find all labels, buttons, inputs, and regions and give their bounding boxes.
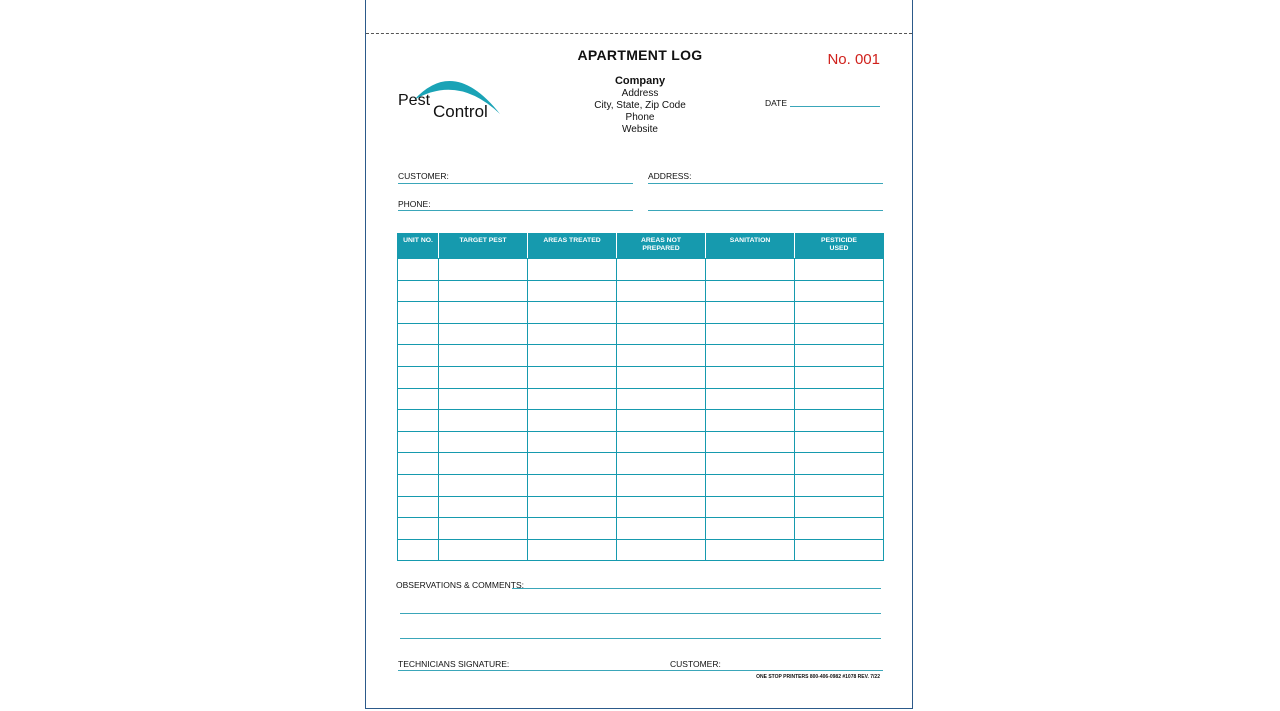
table-cell[interactable] <box>439 323 528 345</box>
table-cell[interactable] <box>528 259 617 281</box>
table-cell[interactable] <box>528 388 617 410</box>
table-body <box>398 259 884 561</box>
table-cell[interactable] <box>439 302 528 324</box>
table-row <box>398 280 884 302</box>
table-cell[interactable] <box>617 496 706 518</box>
table-cell[interactable] <box>706 388 795 410</box>
table-cell[interactable] <box>439 280 528 302</box>
observations-label: OBSERVATIONS & COMMENTS: <box>396 580 524 590</box>
table-cell[interactable] <box>617 431 706 453</box>
company-city-line: City, State, Zip Code <box>594 100 686 111</box>
table-row <box>398 259 884 281</box>
table-row <box>398 410 884 432</box>
signature-line[interactable] <box>398 670 883 671</box>
table-cell[interactable] <box>617 345 706 367</box>
table-cell[interactable] <box>795 496 884 518</box>
table-cell[interactable] <box>398 539 439 561</box>
table-cell[interactable] <box>439 345 528 367</box>
table-cell[interactable] <box>528 410 617 432</box>
table-cell[interactable] <box>439 474 528 496</box>
table-cell[interactable] <box>528 302 617 324</box>
table-cell[interactable] <box>706 453 795 475</box>
apartment-log-table <box>397 233 884 561</box>
table-cell[interactable] <box>706 474 795 496</box>
table-cell[interactable] <box>528 539 617 561</box>
table-cell[interactable] <box>795 345 884 367</box>
table-cell[interactable] <box>706 345 795 367</box>
table-cell[interactable] <box>795 431 884 453</box>
table-cell[interactable] <box>617 518 706 540</box>
form-title: APARTMENT LOG <box>577 47 703 63</box>
table-cell[interactable] <box>398 453 439 475</box>
table-row <box>398 453 884 475</box>
table-cell[interactable] <box>795 259 884 281</box>
column-header-5: SANITATION <box>706 234 795 259</box>
address-label: ADDRESS: <box>648 171 692 181</box>
customer-label: CUSTOMER: <box>398 171 449 181</box>
printer-note: ONE STOP PRINTERS 800-406-0982 #1078 REV. 7/22 <box>756 674 880 680</box>
table-cell[interactable] <box>706 366 795 388</box>
table-row <box>398 431 884 453</box>
logo-word-control: Control <box>433 102 488 121</box>
table-cell[interactable] <box>617 302 706 324</box>
table-cell[interactable] <box>706 259 795 281</box>
table-cell[interactable] <box>398 280 439 302</box>
observations-line-1[interactable] <box>512 588 881 589</box>
table-cell[interactable] <box>398 302 439 324</box>
form-number: No. 001 <box>827 51 880 68</box>
table-cell[interactable] <box>795 410 884 432</box>
table-cell[interactable] <box>528 280 617 302</box>
table-row <box>398 496 884 518</box>
table-row <box>398 539 884 561</box>
technician-signature-label: TECHNICIANS SIGNATURE: <box>398 659 510 669</box>
date-field[interactable] <box>790 106 880 107</box>
observations-line-2[interactable] <box>400 613 881 614</box>
table-cell[interactable] <box>795 539 884 561</box>
table-cell[interactable] <box>439 431 528 453</box>
table-cell[interactable] <box>706 280 795 302</box>
table-cell[interactable] <box>795 518 884 540</box>
table-cell[interactable] <box>528 323 617 345</box>
table-cell[interactable] <box>398 518 439 540</box>
table-cell[interactable] <box>617 259 706 281</box>
table-cell[interactable] <box>795 453 884 475</box>
table-cell[interactable] <box>398 259 439 281</box>
phone-label: PHONE: <box>398 199 431 209</box>
table-cell[interactable] <box>398 431 439 453</box>
address-field[interactable] <box>648 183 883 184</box>
table-cell[interactable] <box>795 280 884 302</box>
perforation-line <box>366 33 912 34</box>
table-cell[interactable] <box>439 388 528 410</box>
company-name: Company <box>614 75 666 87</box>
logo-word-pest: Pest <box>398 92 431 109</box>
table-row <box>398 474 884 496</box>
date-label: DATE <box>765 98 788 108</box>
table-cell[interactable] <box>706 410 795 432</box>
table-cell[interactable] <box>617 410 706 432</box>
table-cell[interactable] <box>528 496 617 518</box>
table-cell[interactable] <box>398 323 439 345</box>
table-cell[interactable] <box>795 323 884 345</box>
table-cell[interactable] <box>706 431 795 453</box>
table-cell[interactable] <box>439 259 528 281</box>
table-cell[interactable] <box>528 431 617 453</box>
column-header-4: AREAS NOT PREPARED <box>617 234 706 259</box>
phone-field[interactable] <box>398 210 633 211</box>
table-cell[interactable] <box>528 474 617 496</box>
table-cell[interactable] <box>439 453 528 475</box>
table-cell[interactable] <box>617 280 706 302</box>
table-cell[interactable] <box>795 474 884 496</box>
table-cell[interactable] <box>528 366 617 388</box>
table-cell[interactable] <box>706 302 795 324</box>
table-cell[interactable] <box>528 518 617 540</box>
table-cell[interactable] <box>528 345 617 367</box>
table-row <box>398 388 884 410</box>
table-cell[interactable] <box>439 496 528 518</box>
table-row <box>398 518 884 540</box>
table-cell[interactable] <box>617 388 706 410</box>
table-cell[interactable] <box>795 388 884 410</box>
form-sheet <box>365 0 913 709</box>
table-cell[interactable] <box>398 496 439 518</box>
table-cell[interactable] <box>398 410 439 432</box>
table-cell[interactable] <box>439 518 528 540</box>
table-cell[interactable] <box>617 366 706 388</box>
table-cell[interactable] <box>398 474 439 496</box>
column-header-1: UNIT NO. <box>398 234 439 259</box>
table-cell[interactable] <box>617 323 706 345</box>
table-cell[interactable] <box>795 302 884 324</box>
table-cell[interactable] <box>617 453 706 475</box>
table-cell[interactable] <box>706 323 795 345</box>
table-cell[interactable] <box>528 453 617 475</box>
column-header-2: TARGET PEST <box>439 234 528 259</box>
table-row <box>398 302 884 324</box>
observations-line-3[interactable] <box>400 638 881 639</box>
company-address: Address <box>621 88 659 99</box>
table-cell[interactable] <box>398 366 439 388</box>
customer-signature-label: CUSTOMER: <box>670 659 721 669</box>
column-header-3: AREAS TREATED <box>528 234 617 259</box>
table-cell[interactable] <box>398 388 439 410</box>
table-cell[interactable] <box>398 345 439 367</box>
table-cell[interactable] <box>439 539 528 561</box>
table-cell[interactable] <box>439 366 528 388</box>
address-field-line-2[interactable] <box>648 210 883 211</box>
table-row <box>398 345 884 367</box>
table-cell[interactable] <box>795 366 884 388</box>
table-cell[interactable] <box>439 410 528 432</box>
table-row <box>398 366 884 388</box>
table-cell[interactable] <box>617 474 706 496</box>
table-header-row <box>398 234 884 259</box>
table-cell[interactable] <box>706 539 795 561</box>
table-cell[interactable] <box>706 518 795 540</box>
table-cell[interactable] <box>706 496 795 518</box>
table-cell[interactable] <box>617 539 706 561</box>
company-phone: Phone <box>625 112 655 123</box>
company-website: Website <box>622 124 658 135</box>
column-header-6: PESTICIDE USED <box>795 234 884 259</box>
table-row <box>398 323 884 345</box>
customer-field[interactable] <box>398 183 633 184</box>
